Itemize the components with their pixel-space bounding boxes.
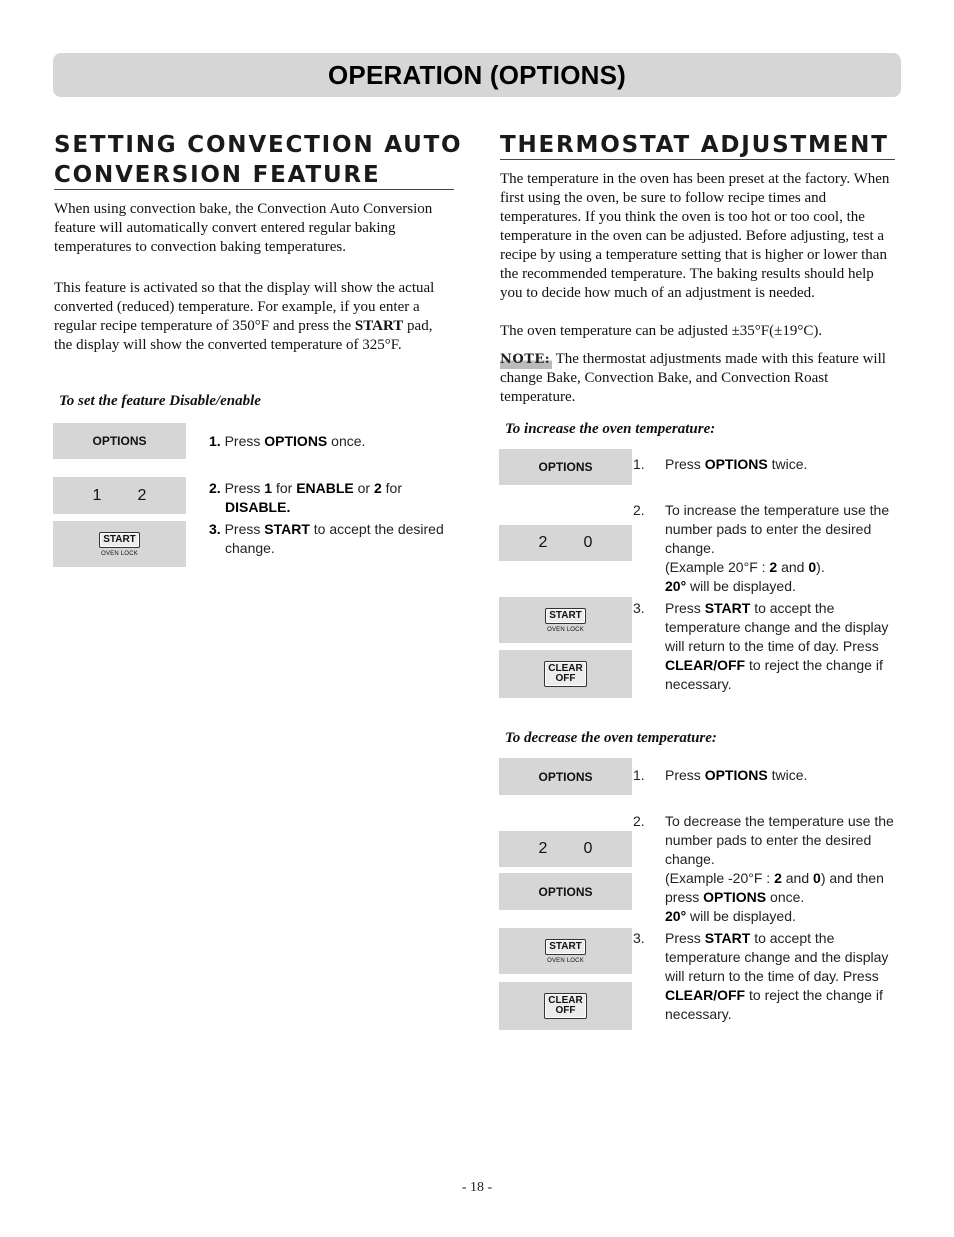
right-heading: THERMOSTAT ADJUSTMENT xyxy=(500,132,889,158)
options-key: OPTIONS xyxy=(53,423,186,459)
increase-step-1: 1. Press OPTIONS twice. xyxy=(633,456,808,472)
left-heading xyxy=(54,130,462,190)
number-key-0: 0 xyxy=(583,840,593,857)
decrease-step-2: 2. To decrease the temperature use the number pads to enter the desired change. (Example -20°F : 2 and 0) and then press OPTIONS once. 20° will be displayed. xyxy=(633,813,894,924)
left-step-2: 2. Press 1 for ENABLE or 2 for DISABLE. xyxy=(209,480,403,515)
left-step-3: 3. Press START to accept the desired change. xyxy=(209,521,444,556)
page-title: OPERATION (OPTIONS) xyxy=(328,59,626,90)
number-keys xyxy=(53,477,186,514)
increase-options-key: OPTIONS xyxy=(499,449,632,485)
increase-step-2: 2. To increase the temperature use the number pads to enter the desired change. (Example 20°F : 2 and 0). 20° will be displayed. xyxy=(633,502,890,594)
decrease-subheading: To decrease the oven temperature: xyxy=(505,730,717,746)
right-range-paragraph: The oven temperature can be adjusted ±35°F(±19°C). xyxy=(500,323,823,339)
increase-subheading: To increase the oven temperature: xyxy=(505,421,716,437)
page-number: - 18 - xyxy=(461,1180,493,1195)
right-intro-paragraph: The temperature in the oven has been preset at the factory. When first using the oven, be sure to follow recipe times and temperatures. If you think the oven is too hot or too cool, the temperature in the oven can be adjusted. Before adjusting, test a recipe by using a temperature setting that is higher or lower than the recommended temperature. The baking results should help you to decide how much of an adjustment is needed. xyxy=(500,171,890,301)
number-key-2: 2 xyxy=(538,534,548,551)
start-key: START OVEN LOCK xyxy=(53,521,186,567)
left-heading-rule xyxy=(54,189,454,190)
note-block xyxy=(500,350,890,407)
number-key-1: 1 xyxy=(92,486,102,504)
number-key-2: 2 xyxy=(137,486,147,504)
decrease-options-key: OPTIONS xyxy=(499,758,632,795)
decrease-step-3: 3. Press START to accept the temperature change and the display will return to the time of day. Press CLEAR/OFF to reject the change if necessary. xyxy=(633,930,889,1022)
increase-start-key: START OVEN LOCK xyxy=(499,597,632,643)
left-heading-line2: CONVERSION FEATURE xyxy=(54,162,381,188)
increase-clear-off-key: CLEAR OFF xyxy=(499,650,632,698)
right-heading-rule xyxy=(500,159,895,160)
number-key-2: 2 xyxy=(538,840,548,857)
increase-step-3: 3. Press START to accept the temperature change and the display will return to the time of day. Press CLEAR/OFF to reject the change if necessary. xyxy=(633,600,889,692)
decrease-number-keys xyxy=(499,831,632,867)
left-heading-line1: SETTING CONVECTION AUTO xyxy=(54,132,463,158)
title-banner xyxy=(53,53,901,97)
left-subheading: To set the feature Disable/enable xyxy=(59,393,261,409)
decrease-options-key-2: OPTIONS xyxy=(499,873,632,910)
left-example-paragraph: This feature is activated so that the display will show the actual converted (reduced) temperature. For example, if you enter a regular recipe temperature of 350°F and press the START pad, the display will show the converted temperature of 325°F. xyxy=(54,280,435,353)
note-label: NOTE: xyxy=(500,352,551,367)
decrease-start-key: START OVEN LOCK xyxy=(499,928,632,974)
left-intro-paragraph: When using convection bake, the Convection Auto Conversion feature will automatically convert entered regular baking temperatures to convection baking temperatures. xyxy=(54,201,433,255)
note-text: The thermostat adjustments made with this feature will change Bake, Convection Bake, and Convection Roast temperature. xyxy=(500,351,886,405)
number-key-0: 0 xyxy=(583,534,593,551)
decrease-clear-off-key: CLEAR OFF xyxy=(499,982,632,1030)
left-step-1: 1. Press OPTIONS once. xyxy=(209,433,366,449)
decrease-step-1: 1. Press OPTIONS twice. xyxy=(633,767,808,783)
increase-number-keys xyxy=(499,525,632,561)
